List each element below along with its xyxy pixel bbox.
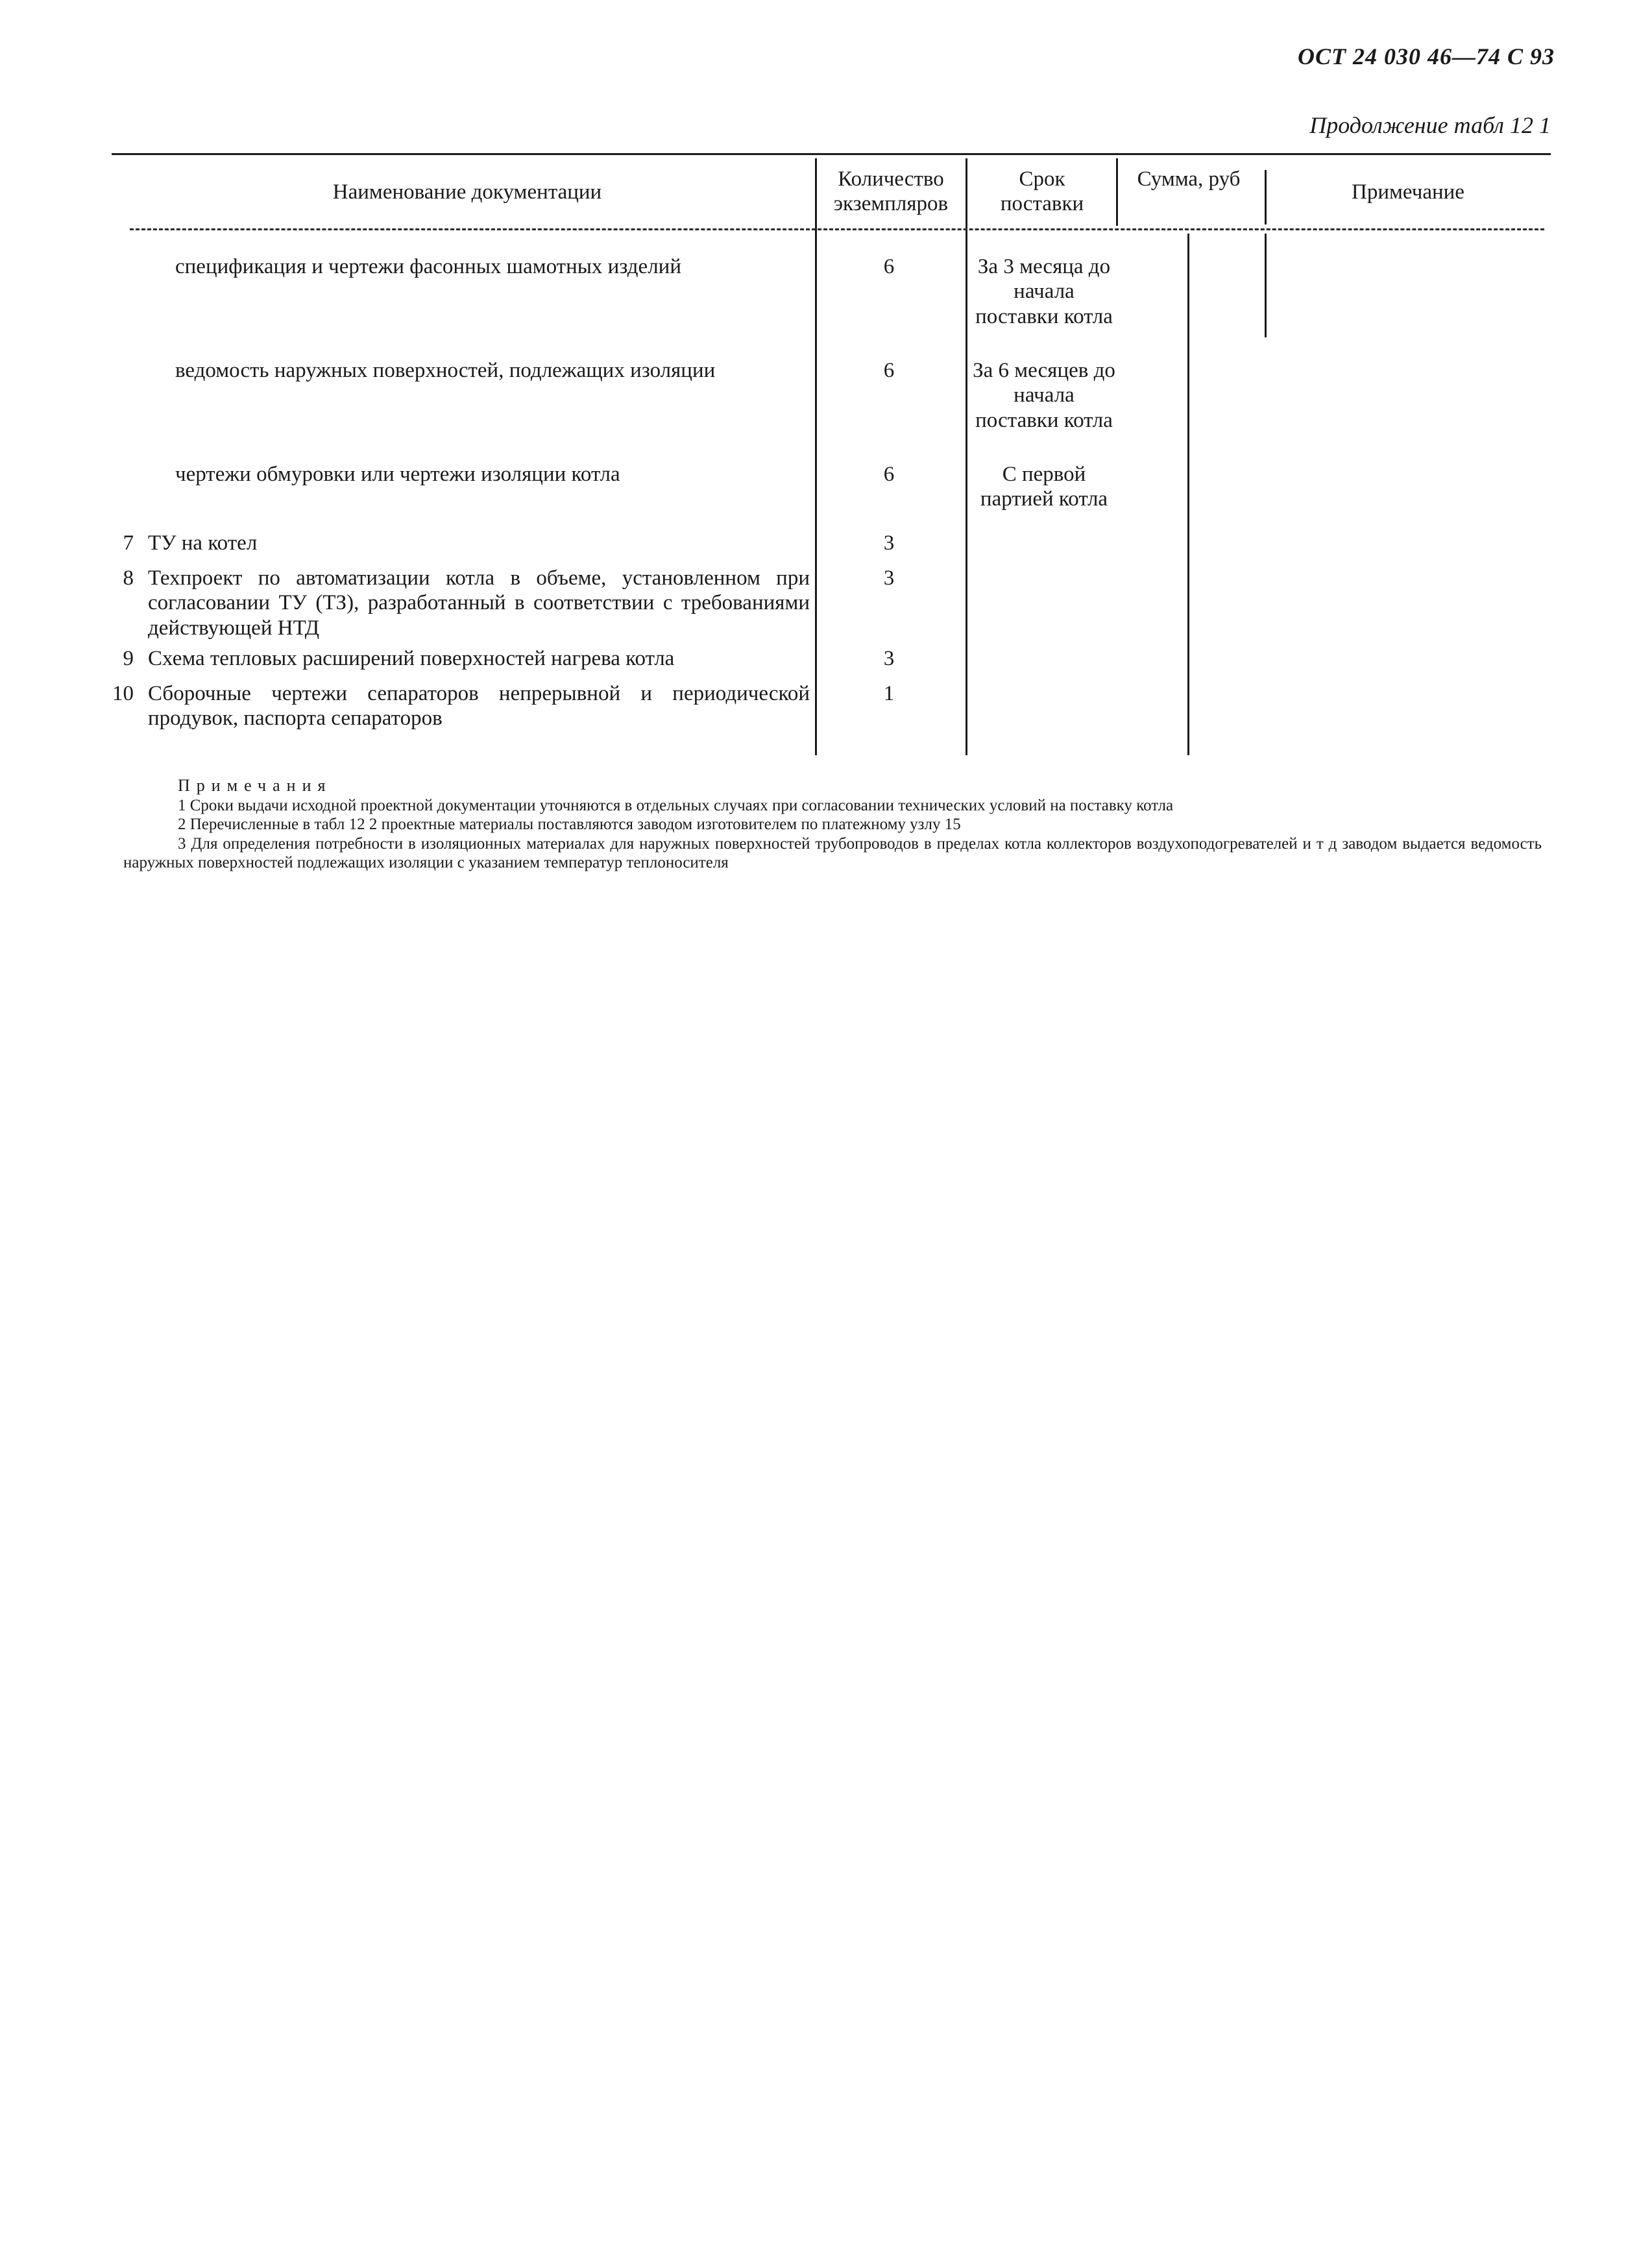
row-quantity: 3 [883, 531, 895, 555]
column-header-delivery-term: Срок поставки [1000, 167, 1084, 215]
document-code: ОСТ 24 030 46—74 С 93 [1297, 43, 1555, 69]
table-continuation-label: Продолжение табл 12 1 [1309, 112, 1551, 138]
note-item: 2 Перечисленные в табл 12 2 проектные материалы поставляются заводом изготовителем по платежному узлу 15 [178, 816, 961, 834]
row-quantity: 1 [883, 682, 895, 705]
row-name: Сборочные чертежи сепараторов непрерывной и периодической продувок, паспорта сепараторов [148, 682, 810, 731]
column-divider [815, 158, 817, 755]
column-header-name: Наименование документации [332, 180, 602, 204]
notes-block [123, 776, 1542, 873]
row-number: 9 [123, 647, 134, 670]
column-header-note: Примечание [1352, 180, 1464, 204]
row-quantity: 6 [883, 255, 895, 278]
row-quantity: 3 [883, 566, 895, 590]
row-delivery-term: За 3 месяца до начала поставки котла [975, 255, 1113, 328]
row-quantity: 6 [883, 359, 895, 382]
row-name: Техпроект по автоматизации котла в объеме, установленном при согласовании ТУ (ТЗ), разработанный в соответствии с требованиями действующей НТД [148, 566, 810, 640]
row-number: 10 [112, 682, 134, 705]
column-divider [1187, 234, 1189, 755]
row-delivery-term: За 6 месяцев до начала поставки котла [973, 359, 1115, 432]
row-name: ТУ на котел [148, 531, 258, 555]
header-rule [130, 228, 1544, 230]
note-item: 1 Сроки выдачи исходной проектной документации уточняются в отдельных случаях при согласовании технических условий на поставку котла [178, 796, 1174, 814]
row-quantity: 6 [883, 463, 895, 486]
note-item: 3 Для определения потребности в изоляционных материалах для наружных поверхностей трубопроводов в пределах котла коллекторов воздухоподогревателей и т д заводом выдается ведомость наружных поверхностей подлежащих изоляции с указанием температур теплоносителя [123, 834, 1542, 872]
row-name: чертежи обмуровки или чертежи изоляции котла [175, 463, 620, 486]
row-quantity: 3 [883, 647, 895, 670]
row-number: 8 [123, 566, 134, 590]
column-header-quantity: Количество экземпляров [833, 167, 949, 215]
table-top-rule [112, 153, 1551, 155]
row-name: ведомость наружных поверхностей, подлежащих изоляции [175, 359, 716, 382]
column-divider [1265, 234, 1267, 337]
column-divider [1265, 170, 1267, 224]
row-delivery-term: С первой партией котла [980, 463, 1108, 511]
notes-title: Примечания [178, 776, 332, 795]
column-header-sum: Сумма, руб [1137, 167, 1241, 191]
row-number: 7 [123, 531, 134, 555]
row-name: Схема тепловых расширений поверхностей нагрева котла [148, 647, 675, 670]
column-divider [1116, 158, 1118, 226]
column-divider [966, 158, 967, 755]
row-name: спецификация и чертежи фасонных шамотных изделий [175, 255, 681, 278]
